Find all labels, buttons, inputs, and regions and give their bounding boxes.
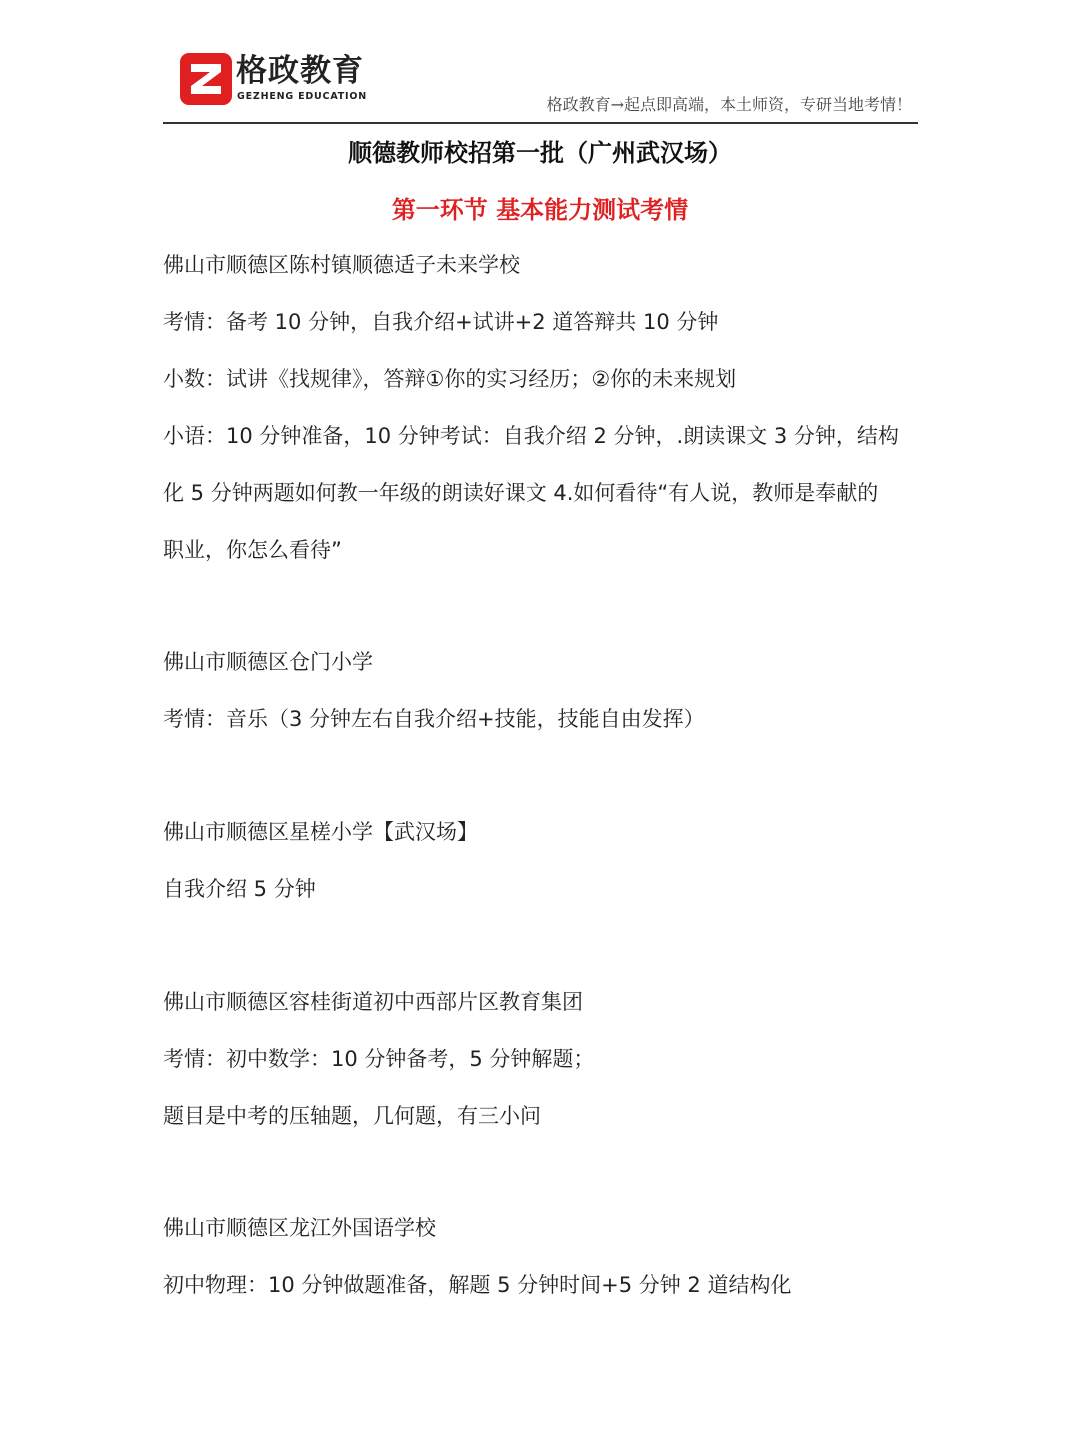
exam-detail: 初中物理：10 分钟做题准备，解题 5 分钟时间+5 分钟 2 道结构化 xyxy=(163,1273,792,1297)
school-name: 佛山市顺德区星槎小学【武汉场】 xyxy=(163,820,478,844)
exam-detail: 自我介绍 5 分钟 xyxy=(163,877,316,901)
school-name: 佛山市顺德区容桂街道初中西部片区教育集团 xyxy=(163,990,583,1014)
logo-mark-icon xyxy=(180,53,232,105)
section-title: 第一环节 基本能力测试考情 xyxy=(391,196,689,224)
exam-detail: 考情：音乐（3 分钟左右自我介绍+技能，技能自由发挥） xyxy=(163,707,705,731)
logo-text: 格政教育 xyxy=(236,53,364,89)
exam-detail: 化 5 分钟两题如何教一年级的朗读好课文 4.如何看待“有人说，教师是奉献的 xyxy=(163,481,879,505)
school-name: 佛山市顺德区仓门小学 xyxy=(163,650,373,674)
brand-logo xyxy=(180,53,370,105)
school-name: 佛山市顺德区龙江外国语学校 xyxy=(163,1216,436,1240)
header-slogan: 格政教育→起点即高端，本土师资，专研当地考情！ xyxy=(546,95,912,114)
exam-detail: 小语：10 分钟准备，10 分钟考试：自我介绍 2 分钟，.朗读课文 3 分钟，结构 xyxy=(163,424,899,448)
exam-detail: 题目是中考的压轴题，几何题，有三小问 xyxy=(163,1104,541,1128)
exam-detail: 小数：试讲《找规律》，答辩①你的实习经历；②你的未来规划 xyxy=(163,367,737,391)
exam-detail: 职业，你怎么看待” xyxy=(163,538,342,562)
logo-subtext: GEZHENG EDUCATION xyxy=(237,91,367,102)
document-title: 顺德教师校招第一批（广州武汉场） xyxy=(348,139,732,167)
document-header xyxy=(163,50,918,124)
exam-detail: 考情：备考 10 分钟，自我介绍+试讲+2 道答辩共 10 分钟 xyxy=(163,310,719,334)
exam-detail: 考情：初中数学：10 分钟备考，5 分钟解题； xyxy=(163,1047,595,1071)
school-name: 佛山市顺德区陈村镇顺德适子未来学校 xyxy=(163,253,520,277)
